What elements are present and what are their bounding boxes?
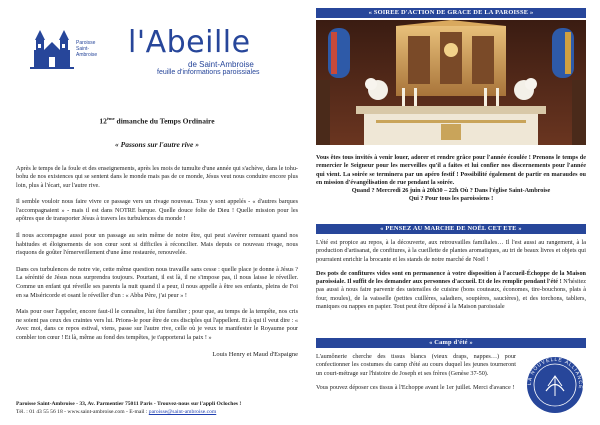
homily-title: « Passons sur l'autre rive » (115, 139, 199, 149)
seal-text: LA NOUVELLE ALLIANCE (526, 356, 584, 390)
alliance-seal-icon (526, 356, 584, 414)
sunday-suffix: ème (106, 116, 115, 121)
marche-paragraph-2 (316, 270, 586, 311)
footer-contact-text: Tél. : 01 43 55 56 18 - www.saint-ambroise.com - E-mail : (16, 409, 149, 415)
soiree-banner: « SOIREE D'ACTION DE GRACE DE LA PAROISSE » (316, 8, 586, 18)
sunday-rest: dimanche du Temps Ordinaire (114, 116, 215, 126)
church-name (76, 40, 106, 58)
left-column (16, 8, 298, 420)
homily-paragraph: Il nous accompagne aussi pour un passage au sein même de notre être, qui peut s'avérer remuant quand nos habitudes et éloignements de son cœur sont si difficiles à réconcilier. Mais depuis ce nouveau rivage, nous risquons de goûter l'émerveillement d'une âme restaurée, renouvelée. (16, 232, 298, 257)
camp-paragraph-2: Vous pouvez déposer ces tissus à l'Echoppe avant le 1er juillet. Merci d'avance ! (316, 383, 515, 391)
camp-section (316, 338, 586, 392)
soiree-who: Qui ? Pour tous les paroissiens ! (408, 195, 494, 203)
marche-section (316, 224, 586, 311)
soiree-text: Vous êtes tous invités à venir louer, adorer et rendre grâce pour l'année écoulée ! Prenons le temps de remercier le Seigneur pour les merveilles qu'il a faites et lui confier nos discernements pour l'année qui vient. La soirée se terminera par un apéro festif ! Possibilité également de partir en maraudes ou en mission d'évangélisation de rue pendant la soirée. (316, 154, 586, 186)
marche-banner: « PENSEZ AU MARCHE DE NOËL CET ETE » (316, 224, 586, 234)
church-name-line2: Saint-Ambroise (76, 46, 98, 58)
newsletter-subtitle: de Saint-Ambroise (188, 60, 254, 69)
homily-signature: Louis Henry et Maud d'Espaigne (212, 350, 298, 358)
homily-paragraph: Il semble vouloir nous faire vivre ce passage vers un rivage nouveau. Tous y sont appelés - « d'autres barques l'accompagnaient » - mais il est dans NOTRE barque. Quelle douce folie de Dieu ! Quelle mission pour les apôtres que de transporter Jésus à travers les turbulences du monde ! (16, 198, 298, 223)
marche-paragraph: L'été est propice au repos, à la découverte, aux retrouvailles familiales… Il l'est aussi au rangement, à la production d'artisanat, de confitures, à la cueillette de plantes aromatiques, au tri de beaux livres et objets qui pourraient enrichir la brocante et les stands de notre marché de Noël ! (316, 239, 586, 263)
masthead (16, 8, 298, 80)
footer-contact (16, 408, 298, 416)
right-column (316, 8, 586, 420)
church-altar-image (316, 20, 586, 145)
sunday-heading (16, 116, 298, 126)
homily-paragraph: Mais pour oser l'appeler, encore faut-il le connaître, lui être familier ; pour que, au temps de la tempête, nos cris ne soient pas ceux des craintes vers lui. Prions-le pour être de ces disciples qui l'appellent. Et à qui il veut dire : « Avec moi, dans ce repos estival, viens, passe sur l'autre rive, celle où je veux te manifester le Royaume pour combler ton cœur ! Et là, même au fond des tempêtes, je t'apporterai la paix ! » (16, 308, 298, 341)
sunday-number: 12 (99, 116, 107, 126)
camp-paragraph: L'aumônerie cherche des tissus blancs (vieux draps, nappes…) pour confectionner les costumes du camp d'été au cours duquel les jeunes tourneront un court-métrage sur l'histoire de Joseph et ses frères (Genèse 37-50). (316, 353, 516, 377)
camp-banner: « Camp d'été » (316, 338, 586, 348)
marche-highlight: Des pots de confitures vides sont en permanence à votre disposition à l'accueil-Échoppe de la Maison paroissiale. Il suffit de les demander aux personnes d'accueil. Et de les remplir pendant l'été ! (316, 269, 586, 286)
newsletter-tagline: feuille d'informations paroissiales (157, 69, 260, 76)
marche-details: N'hésitez pas aussi à nous faire parvenir des ustensiles de cuisine (bons couteaux, économes, tire-bouchons, plats à four, moules), de la vaisselle (petites cuillères, saladiers, soupières, saucières), et des torchons, tabliers, maniques ou nappes en papier. Tout peut être déposé à la Maison paroissiale (316, 278, 586, 311)
newsletter-title: l'Abeille (128, 25, 251, 60)
email-link[interactable]: paroisse@saint-ambroise.com (148, 409, 217, 415)
church-logo-icon (30, 30, 74, 70)
footer (16, 400, 298, 416)
homily-paragraph: Dans ces turbulences de notre vie, cette même question nous travaille sans cesse : quelle place je donne à Jésus ? La sérénité de Jésus nous surprendra toujours. Pourtant, il est là, il ne s'impose pas, il nous laisse le réveiller. Comme un enfant qui réveille ses parents la nuit quand il a peur, il nous appelle à être ses enfants, pleins de Foi en sa Miséricorde et osant le réveiller d'un : « Abba Père, j'ai peur » ! (16, 265, 298, 299)
church-name-line1: Paroisse (76, 40, 96, 46)
soiree-when: Quand ? Mercredi 26 juin à 20h30 – 22h Où ? Dans l'église Saint-Ambroise (351, 187, 551, 195)
homily-paragraph: Après le temps de la foule et des enseignements, après les mois de tumulte d'une année qui s'achève, dans le tohu-bohu de nos existences qui se sentent dans le monde mais pas de ce monde, Jésus veut nous conduire encore plus loin, plus à l'écart, sur l'autre rive. (16, 164, 298, 189)
footer-address: Paroisse Saint-Ambroise - 33, Av. Parmentier 75011 Paris - Trouvez-nous sur l'appli Ocloches ! (16, 401, 242, 407)
